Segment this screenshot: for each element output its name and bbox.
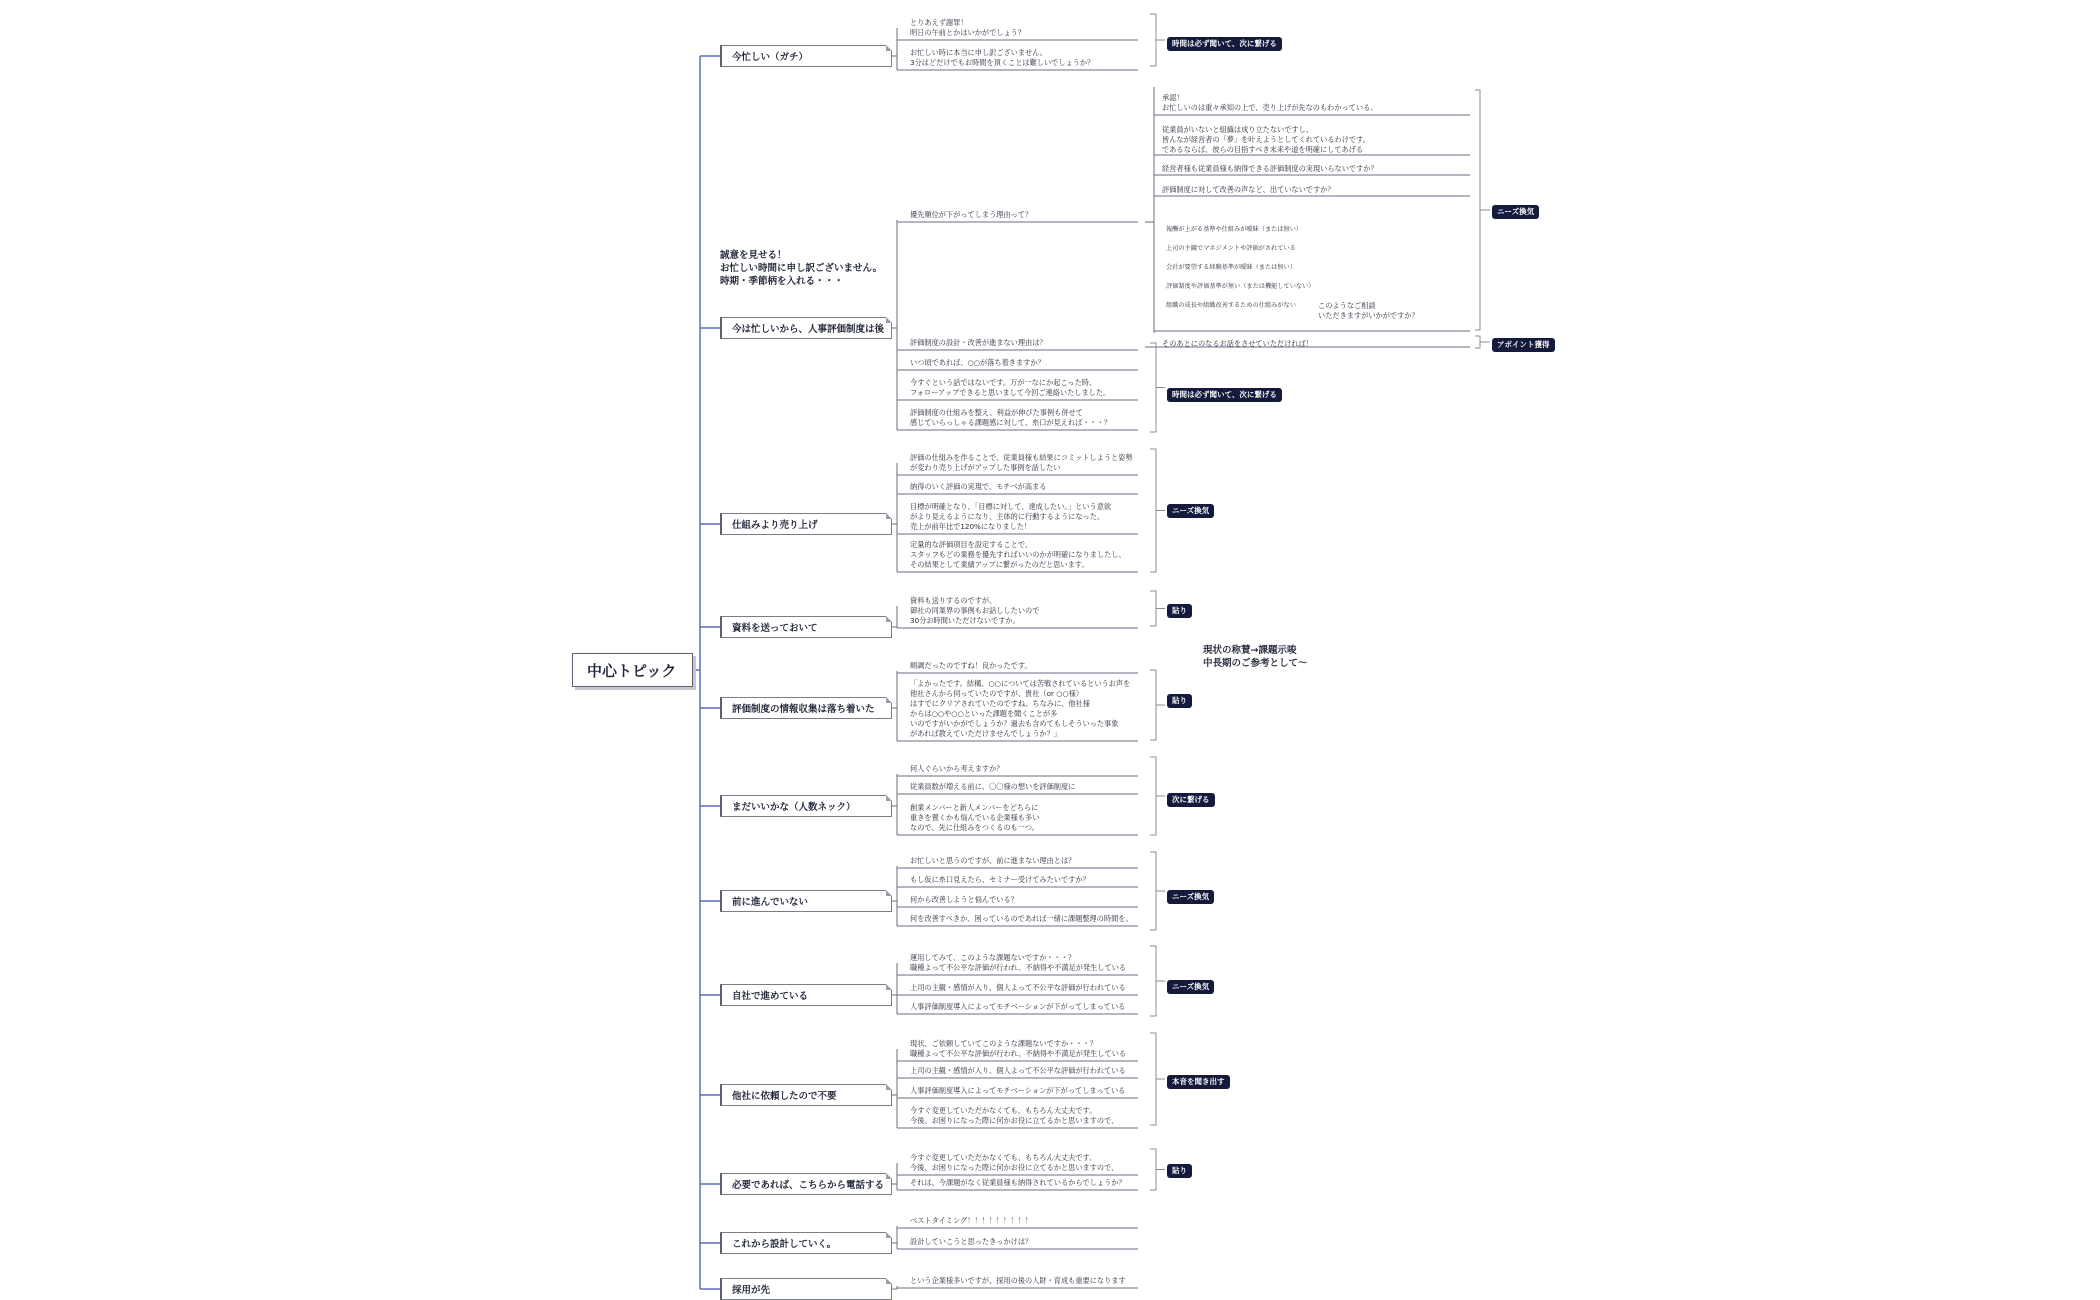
center-topic[interactable]: 中心トピック bbox=[572, 653, 693, 687]
branch-topic[interactable]: 資料を送っておいて bbox=[720, 616, 892, 638]
branch-topic[interactable]: 仕組みより売り上げ bbox=[720, 513, 892, 535]
leaf-topic[interactable]: 評価制度の仕組みを整え、利益が伸びた事例も併せて 感じていらっしゃる課題感に対して、糸口が見えれば・・・？ bbox=[910, 408, 1112, 427]
leaf-topic[interactable]: 人事評価制度導入によってモチベーションが下がってしまっている bbox=[910, 1086, 1126, 1095]
branch-topic[interactable]: 採用が先 bbox=[720, 1278, 892, 1300]
leaf-topic[interactable]: 順調だったのですね！良かったです。 bbox=[910, 661, 1032, 670]
leaf-topic[interactable]: 今すぐ変更していただかなくても、もちろん大丈夫です。 今後、お困りになった際に何かお役に立てるかと思いますので、 bbox=[910, 1106, 1119, 1125]
summary-bracket bbox=[1150, 343, 1156, 432]
summary-bracket bbox=[1475, 336, 1480, 348]
leaf-topic[interactable]: いつ頃であれば、○○が落ち着きますか？ bbox=[910, 358, 1045, 367]
summary-bracket bbox=[1150, 449, 1156, 572]
leaf-topic[interactable]: 資料も送りするのですが、 御社の同業界の事例もお話ししたいので 30分お時間いただけないですか。 bbox=[910, 596, 1040, 625]
note-apology: 誠意を見せる！ お忙しい時間に申し訳ございません。 時期・季節柄を入れる・・・ bbox=[720, 250, 883, 287]
leaf-topic[interactable]: 評価制度の設計・改善が進まない理由は？ bbox=[910, 338, 1047, 347]
summary-tag[interactable]: ニーズ換気 bbox=[1167, 890, 1214, 904]
summary-tag[interactable]: 時間は必ず聞いて、次に繋げる bbox=[1167, 37, 1282, 51]
sub-topic[interactable]: 評価制度に対して改善の声など、出ていないですか？ bbox=[1162, 185, 1335, 194]
sub-topic[interactable]: 評価制度や評価基準が無い（または機能していない） bbox=[1166, 283, 1315, 290]
leaf-topic[interactable]: 評価の仕組みを作ることで、従業員様も結果にコミットしようと姿勢 が変わり売り上げがアップした事例を話したい bbox=[910, 453, 1133, 472]
branch-topic[interactable]: 今忙しい（ガチ） bbox=[720, 45, 892, 67]
leaf-topic[interactable]: 定量的な評価項目を設定することで、 スタッフもどの業務を優先すればいいのかが明確になりましたし、 その結果として業績アップに繋がったのだと思います。 bbox=[910, 540, 1126, 569]
leaf-topic[interactable]: 従業員数が増える前に、〇〇様の想いを評価制度に bbox=[910, 782, 1076, 791]
summary-tag[interactable]: ニーズ換気 bbox=[1492, 205, 1539, 219]
leaf-topic[interactable]: 現状、ご依頼していてこのような課題ないですか・・・？ 職種よって不公平な評価が行われ、不納得や不満足が発生している bbox=[910, 1039, 1127, 1058]
summary-bracket bbox=[1150, 852, 1156, 930]
summary-tag[interactable]: 貼り bbox=[1167, 1164, 1192, 1178]
summary-bracket bbox=[1150, 670, 1156, 740]
summary-tag[interactable]: アポイント獲得 bbox=[1492, 338, 1555, 352]
summary-tag[interactable]: 貼り bbox=[1167, 694, 1192, 708]
summary-bracket bbox=[1150, 946, 1156, 1016]
leaf-topic[interactable]: 上司の主観・感情が入り、個人よって不公平な評価が行われている bbox=[910, 983, 1126, 992]
summary-bracket bbox=[1150, 1149, 1156, 1190]
leaf-topic[interactable]: もし仮に糸口見えたら、セミナー受けてみたいですか？ bbox=[910, 875, 1090, 884]
branch-topic[interactable]: 今は忙しいから、人事評価制度は後 bbox=[720, 317, 892, 339]
leaf-topic[interactable]: 上司の主観・感情が入り、個人よって不公平な評価が行われている bbox=[910, 1066, 1126, 1075]
branch-topic[interactable]: 評価制度の情報収集は落ち着いた bbox=[720, 697, 892, 719]
leaf-topic[interactable]: 設計していこうと思ったきっかけは？ bbox=[910, 1237, 1033, 1246]
leaf-topic[interactable]: ベストタイミング！！！！！！！！！ bbox=[910, 1216, 1032, 1225]
sub-topic[interactable]: このようなご相談 いただきますがいかがですか？ bbox=[1318, 301, 1419, 320]
note-future-reference: 現状の称賛→課題示唆 中長期のご参考として～ bbox=[1203, 645, 1308, 669]
leaf-topic[interactable]: 優先順位が下がってしまう理由って？ bbox=[910, 210, 1033, 219]
leaf-topic[interactable]: という企業様多いですが、採用の後の人財・育成も重要になります bbox=[910, 1276, 1126, 1285]
summary-tag[interactable]: 次に繋げる bbox=[1167, 793, 1215, 807]
branch-topic[interactable]: 必要であれば、こちらから電話する bbox=[720, 1173, 892, 1195]
leaf-topic[interactable]: とりあえず謝罪！ 明日の午前とかはいかがでしょう？ bbox=[910, 18, 1026, 37]
summary-tag[interactable]: 時間は必ず聞いて、次に繋げる bbox=[1167, 388, 1282, 402]
summary-bracket bbox=[1150, 757, 1156, 835]
sub-topic[interactable]: 従業員がいないと組織は成り立たないですし、 皆んなが経営者の「夢」を叶えようとしてくれているわけです。 であるならば、彼らの目指すべき未来や道を明確にしてあげる bbox=[1162, 125, 1370, 154]
leaf-topic[interactable]: お忙しい時に本当に申し訳ございません。 3分はどだけでもお時間を頂くことは難しいでしょうか？ bbox=[910, 48, 1095, 67]
leaf-topic[interactable]: 何から改善しようと悩んでいる？ bbox=[910, 895, 1018, 904]
leaf-topic[interactable]: 今すぐという話ではないです。万が一なにか起こった時、 フォローアップできると思いまして今回ご連絡いたしました。 bbox=[910, 378, 1111, 397]
leaf-topic[interactable]: 何人ぐらいから考えますか？ bbox=[910, 764, 1004, 773]
summary-bracket bbox=[1150, 14, 1156, 66]
summary-tag[interactable]: 貼り bbox=[1167, 604, 1192, 618]
leaf-topic[interactable]: それは、今課題がなく従業員様も納得されているからでしょうか？ bbox=[910, 1178, 1126, 1187]
sub-topic[interactable]: そのあとにのなるお話をさせていただければ！ bbox=[1162, 339, 1313, 348]
leaf-topic[interactable]: 人事評価制度導入によってモチベーションが下がってしまっている bbox=[910, 1002, 1126, 1011]
leaf-topic[interactable]: 創業メンバーと新人メンバーをどちらに 重きを置くかも悩んでいる企業様も多い なので、先に仕組みをつくるのも一つ。 bbox=[910, 803, 1040, 832]
summary-bracket bbox=[1150, 591, 1156, 626]
sub-topic[interactable]: 承認！ お忙しいのは重々承知の上で、売り上げが先なのもわかっている。 bbox=[1162, 93, 1378, 112]
summary-bracket bbox=[1150, 1033, 1156, 1125]
summary-tag[interactable]: 本音を聞き出す bbox=[1167, 1075, 1230, 1089]
leaf-topic[interactable]: 「よかったです。結構、○○については苦戦されているというお声を 他社さんから伺っていたのですが、貴社（or ○○様） はすでにクリアされていたのですね。ちなみに、他社様 からは○○や○○といった課題を聞くことが多 いのですがいかがでしょうか？過去も含めてもしそういった事象 があれば教えていただけませんでしょうか？」 bbox=[910, 679, 1131, 738]
branch-topic[interactable]: 他社に依頼したので不要 bbox=[720, 1084, 892, 1106]
sub-topic[interactable]: 経営者様も従業員様も納得できる評価制度の実現いらないですか？ bbox=[1162, 164, 1378, 173]
branch-topic[interactable]: 前に進んでいない bbox=[720, 890, 892, 912]
sub-topic[interactable]: 上司の主観でマネジメントや評価がされている bbox=[1166, 245, 1296, 252]
branch-topic[interactable]: これから設計していく。 bbox=[720, 1232, 892, 1254]
leaf-topic[interactable]: 目標が明確となり、「目標に対して、達成したい。」という意欲 がより見えるようになり、主体的に行動するようになった。 売上が前年比で120%になりました！ bbox=[910, 502, 1112, 531]
leaf-topic[interactable]: 運用してみて、このような課題ないですか・・・？ 職種よって不公平な評価が行われ、不納得や不満足が発生している bbox=[910, 953, 1127, 972]
summary-tag[interactable]: ニーズ換気 bbox=[1167, 980, 1214, 994]
sub-topic[interactable]: 報酬が上がる基準や仕組みが曖昧（または無い） bbox=[1166, 226, 1303, 233]
branch-topic[interactable]: 自社で進めている bbox=[720, 984, 892, 1006]
sub-topic[interactable]: 組織の成長や組織改善するための仕組みがない bbox=[1166, 302, 1296, 309]
leaf-topic[interactable]: 納得のいく評価の実現で、モチベが高まる bbox=[910, 482, 1047, 491]
summary-tag[interactable]: ニーズ換気 bbox=[1167, 504, 1214, 518]
summary-bracket bbox=[1475, 90, 1480, 330]
sub-topic[interactable]: 会社が要望する経験基準が曖昧（または無い） bbox=[1166, 264, 1296, 271]
leaf-topic[interactable]: お忙しいと思うのですが、前に進まない理由とは？ bbox=[910, 856, 1076, 865]
branch-topic[interactable]: まだいいかな（人数ネック） bbox=[720, 795, 892, 817]
leaf-topic[interactable]: 何を改善すべきか、困っているのであれば一緒に課題整理の時間を。 bbox=[910, 914, 1133, 923]
leaf-topic[interactable]: 今すぐ変更していただかなくても、もちろん大丈夫です。 今後、お困りになった際に何かお役に立てるかと思いますので、 bbox=[910, 1153, 1119, 1172]
